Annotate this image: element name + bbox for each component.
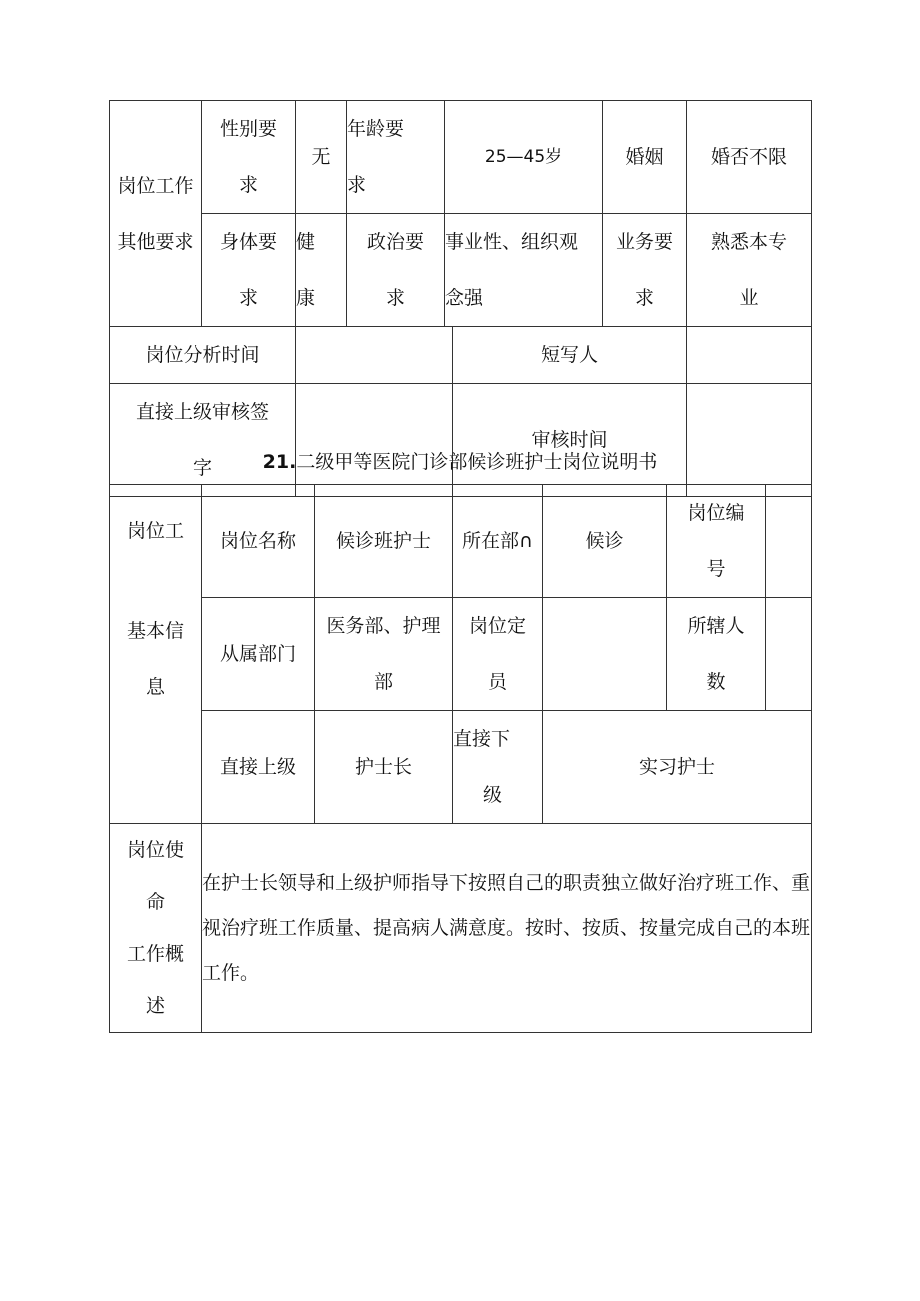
section-title-text: 二级甲等医院门诊部候诊班护士岗位说明书	[296, 451, 658, 473]
marriage-value: 婚否不限	[687, 101, 812, 214]
analysis-time-value	[296, 327, 453, 384]
politics-requirement-label: 政治要 求	[347, 214, 445, 327]
direct-superior-value: 护士长	[315, 711, 453, 824]
writer-label: 短写人	[453, 327, 687, 384]
post-number-label: 岗位编 号	[667, 485, 766, 598]
department-value: 候诊	[543, 485, 667, 598]
basic-info-label: 岗位工 基本信 息	[110, 485, 202, 824]
gender-requirement-value: 无	[296, 101, 347, 214]
business-requirement-label: 业务要 求	[603, 214, 687, 327]
direct-subordinate-value: 实习护士	[543, 711, 812, 824]
post-quota-label: 岗位定 员	[453, 598, 543, 711]
subordinates-label: 所辖人 数	[667, 598, 766, 711]
affiliated-dept-value: 医务部、护理 部	[315, 598, 453, 711]
job-other-requirements-table	[109, 100, 812, 497]
marriage-label: 婚姻	[603, 101, 687, 214]
other-requirements-label: 岗位工作 其他要求	[110, 101, 202, 327]
writer-value	[687, 327, 812, 384]
body-requirement-label: 身体要 求	[202, 214, 296, 327]
review-time-value	[687, 384, 812, 497]
body-requirement-value: 健 康	[296, 214, 347, 327]
affiliated-dept-label: 从属部门	[202, 598, 315, 711]
mission-label: 岗位使 命 工作概 述	[110, 824, 202, 1033]
post-number-value	[766, 485, 812, 598]
gender-requirement-label: 性别要 求	[202, 101, 296, 214]
post-quota-value	[543, 598, 667, 711]
business-requirement-value: 熟悉本专 业	[687, 214, 812, 327]
supervisor-sign-label: 直接上级审核签 字	[110, 384, 296, 497]
subordinates-value	[766, 598, 812, 711]
analysis-time-label: 岗位分析时间	[110, 327, 296, 384]
post-name-label: 岗位名称	[202, 485, 315, 598]
direct-superior-label: 直接上级	[202, 711, 315, 824]
politics-requirement-value: 事业性、组织观 念强	[445, 214, 603, 327]
review-time-label: 审核时间	[453, 384, 687, 497]
section-number: 21.	[262, 451, 297, 473]
age-requirement-value: 25—45岁	[445, 101, 603, 214]
age-requirement-label: 年龄要 求	[347, 101, 445, 214]
department-label: 所在部∩	[453, 485, 543, 598]
direct-subordinate-label: 直接下 级	[453, 711, 543, 824]
mission-text: 在护士长领导和上级护师指导下按照自己的职责独立做好治疗班工作、重视治疗班工作质量、提高病人满意度。按时、按质、按量完成自己的本班工作。	[202, 824, 812, 1033]
section-title	[109, 447, 811, 477]
job-description-table	[109, 484, 812, 1033]
post-name-value: 候诊班护士	[315, 485, 453, 598]
supervisor-sign-value	[296, 384, 453, 497]
